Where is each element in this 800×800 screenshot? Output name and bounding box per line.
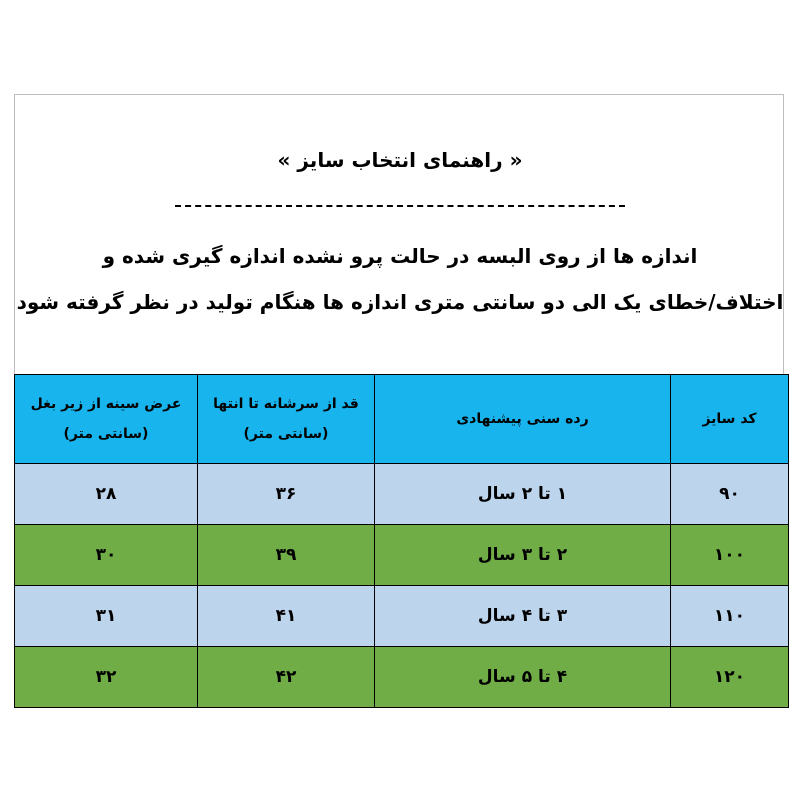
column-header-chest-width bbox=[15, 375, 198, 464]
column-header-unit: (سانتی متر) bbox=[63, 426, 149, 442]
table-row bbox=[15, 525, 789, 586]
column-header-age-range bbox=[375, 375, 671, 464]
age-range-cell: ۱ تا ۲ سال bbox=[375, 464, 671, 525]
table-row bbox=[15, 647, 789, 708]
chest-width-cell: ۳۰ bbox=[15, 525, 198, 586]
age-range-cell: ۳ تا ۴ سال bbox=[375, 586, 671, 647]
column-header-label: قد از سرشانه تا انتها bbox=[213, 396, 359, 412]
length-cell: ۴۱ bbox=[198, 586, 375, 647]
age-range-cell: ۲ تا ۳ سال bbox=[375, 525, 671, 586]
age-range-cell: ۴ تا ۵ سال bbox=[375, 647, 671, 708]
table-row bbox=[15, 464, 789, 525]
table-header-row bbox=[15, 375, 789, 464]
dashed-divider bbox=[175, 205, 625, 207]
size-code-cell: ۱۰۰ bbox=[671, 525, 789, 586]
chest-width-cell: ۳۱ bbox=[15, 586, 198, 647]
page-title: « راهنمای انتخاب سایز » bbox=[277, 148, 523, 172]
size-code-cell: ۹۰ bbox=[671, 464, 789, 525]
column-header-length bbox=[198, 375, 375, 464]
column-header-label: رده سنی پیشنهادی bbox=[456, 411, 589, 427]
measurement-note-line-2: اختلاف/خطای یک الی دو سانتی متری اندازه ها هنگام تولید در نظر گرفته شود bbox=[16, 290, 784, 314]
length-cell: ۴۲ bbox=[198, 647, 375, 708]
size-table bbox=[14, 374, 789, 708]
length-cell: ۳۶ bbox=[198, 464, 375, 525]
chest-width-cell: ۳۲ bbox=[15, 647, 198, 708]
size-code-cell: ۱۱۰ bbox=[671, 586, 789, 647]
length-cell: ۳۹ bbox=[198, 525, 375, 586]
column-header-size-code bbox=[671, 375, 789, 464]
chest-width-cell: ۲۸ bbox=[15, 464, 198, 525]
column-header-label: کد سایز bbox=[702, 411, 757, 427]
measurement-note-line-1: اندازه ها از روی البسه در حالت پرو نشده اندازه گیری شده و bbox=[102, 244, 698, 268]
table-row bbox=[15, 586, 789, 647]
size-code-cell: ۱۲۰ bbox=[671, 647, 789, 708]
column-header-label: عرض سینه از زیر بغل bbox=[30, 396, 182, 412]
column-header-unit: (سانتی متر) bbox=[243, 426, 329, 442]
